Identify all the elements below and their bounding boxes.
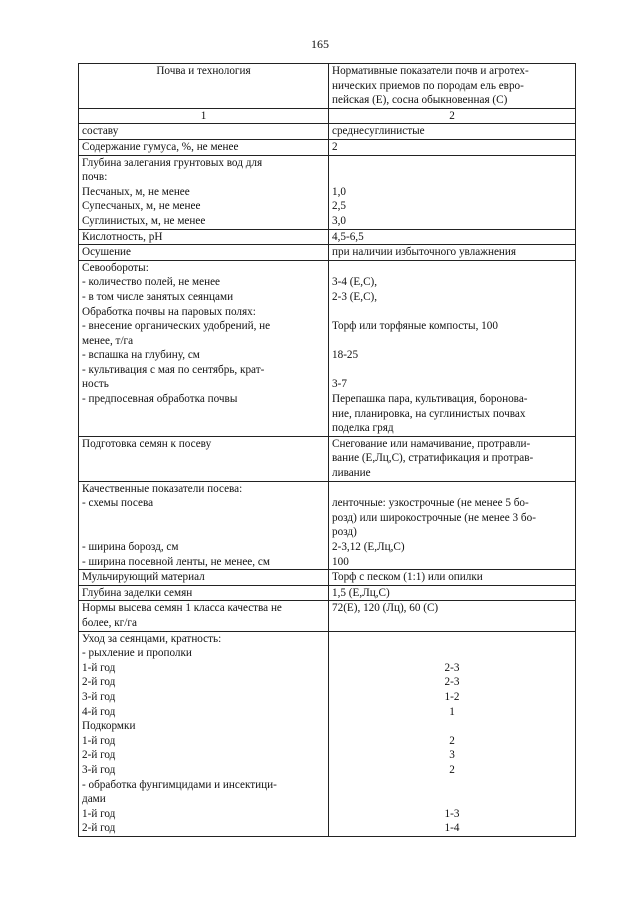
norms-table xyxy=(78,63,576,837)
row-label-line: 1-й год xyxy=(82,734,116,747)
row-value-line xyxy=(332,616,572,631)
row-value-line: 3-7 xyxy=(332,378,347,391)
page-number: 165 xyxy=(311,37,329,51)
row-label-line: Осушение xyxy=(82,246,132,259)
row-label-line: 3-й год xyxy=(82,690,116,703)
row-label-cell xyxy=(79,124,329,140)
row-value-line: 100 xyxy=(332,555,349,568)
header-col1: Почва и технология xyxy=(79,64,329,109)
table-row xyxy=(79,245,576,261)
row-label-line: ность xyxy=(82,378,109,391)
row-value-cell xyxy=(329,570,576,586)
row-label-cell xyxy=(79,631,329,836)
row-label-cell xyxy=(79,436,329,481)
row-value-line: 2 xyxy=(449,734,455,747)
row-value-line: 2,5 xyxy=(332,200,346,213)
row-value-cell xyxy=(329,229,576,245)
table-row xyxy=(79,481,576,570)
row-value-cell xyxy=(329,585,576,601)
row-value-cell xyxy=(329,436,576,481)
row-value-line: среднесуглинистые xyxy=(332,125,425,138)
row-value-cell xyxy=(329,481,576,570)
row-value-line: 18-25 xyxy=(332,349,359,362)
row-value-line xyxy=(332,261,572,276)
row-label-cell xyxy=(79,245,329,261)
row-label-line: - рыхление и прополки xyxy=(82,647,192,660)
row-label-cell xyxy=(79,229,329,245)
row-value-line xyxy=(332,170,572,185)
row-value-line: 1,5 (Е,Лц,С) xyxy=(332,586,390,599)
row-value-line: 2-3 xyxy=(444,661,460,674)
row-value-cell xyxy=(329,631,576,836)
row-value-cell xyxy=(329,155,576,229)
table-row xyxy=(79,570,576,586)
row-label-line: 2-й год xyxy=(82,822,116,835)
row-value-line: 4,5-6,5 xyxy=(332,230,364,243)
row-label-line: 3-й год xyxy=(82,763,116,776)
row-label-line: Качественные показатели посева: xyxy=(82,482,243,495)
header-col2-line: пейская (Е), сосна обыкновенная (С) xyxy=(332,94,508,107)
row-label-cell xyxy=(79,139,329,155)
row-label-line xyxy=(82,451,325,466)
row-value-line: 1-4 xyxy=(444,822,460,835)
header-col2-line: нических приемов по породам ель евро- xyxy=(332,79,524,92)
row-value-line: 1-2 xyxy=(444,690,460,703)
row-label-line: Содержание гумуса, %, не менее xyxy=(82,140,239,153)
row-label-line: Суглинистых, м, не менее xyxy=(82,214,206,227)
row-value-line: вание (Е,Лц,С), стратификация и протрав- xyxy=(332,452,534,465)
row-label-line: 2-й год xyxy=(82,676,116,689)
row-value-line: розд) или широкострочные (не менее 3 бо- xyxy=(332,511,536,524)
column-number-1: 1 xyxy=(79,108,329,124)
row-label-line: более, кг/га xyxy=(82,616,137,629)
column-number-row xyxy=(79,108,576,124)
row-label-line: - ширина борозд, см xyxy=(82,541,179,553)
row-label-line: 1-й год xyxy=(82,807,116,820)
row-label-line xyxy=(82,407,325,422)
row-label-line: Подкормки xyxy=(82,720,136,733)
row-label-line: Супесчаных, м, не менее xyxy=(82,200,201,213)
row-label-line: менее, т/га xyxy=(82,334,134,347)
row-value-line: при наличии избыточного увлажнения xyxy=(332,246,517,259)
row-label-cell xyxy=(79,481,329,570)
row-label-line: - ширина посевной ленты, не менее, см xyxy=(82,555,270,568)
row-value-line: 72(Е), 120 (Лц), 60 (С) xyxy=(332,602,439,615)
row-value-line: Торф или торфяные компосты, 100 xyxy=(332,320,498,333)
row-value-line: 3 xyxy=(449,749,455,762)
row-label-cell xyxy=(79,260,329,436)
row-value-line xyxy=(332,334,572,349)
row-value-line xyxy=(332,646,572,661)
row-label-line: почв: xyxy=(82,171,108,184)
table-header-row xyxy=(79,64,576,109)
row-label-line: Обработка почвы на паровых полях: xyxy=(82,305,256,318)
row-value-line xyxy=(332,719,572,734)
row-label-line xyxy=(82,466,325,481)
row-label-line xyxy=(82,525,325,540)
table-row xyxy=(79,260,576,436)
row-label-line: Мульчирующий материал xyxy=(82,571,205,584)
row-value-cell xyxy=(329,139,576,155)
row-value-line xyxy=(332,778,572,793)
row-label-line xyxy=(82,421,325,436)
row-value-line: поделка гряд xyxy=(332,422,394,435)
row-label-line: - обработка фунгимцидами и инсектици- xyxy=(82,778,277,791)
row-label-cell xyxy=(79,570,329,586)
row-label-line: Севообороты: xyxy=(82,261,149,274)
row-label-line: 4-й год xyxy=(82,705,116,718)
row-value-cell xyxy=(329,245,576,261)
row-value-cell xyxy=(329,124,576,140)
row-value-line: ливание xyxy=(332,467,371,480)
row-label-line: 1-й год xyxy=(82,661,116,674)
row-value-line xyxy=(332,632,572,647)
row-label-line: Кислотность, pH xyxy=(82,230,163,243)
row-label-line: Нормы высева семян 1 класса качества не xyxy=(82,602,282,615)
table-row xyxy=(79,124,576,140)
row-value-line xyxy=(332,363,572,378)
row-label-line: дами xyxy=(82,793,106,806)
row-label-line: 2-й год xyxy=(82,749,116,762)
row-label-cell xyxy=(79,155,329,229)
table-row xyxy=(79,436,576,481)
row-value-line: розд) xyxy=(332,526,357,539)
row-value-line xyxy=(332,792,572,807)
row-value-line: 1-3 xyxy=(444,807,460,820)
row-label-line: Глубина залегания грунтовых вод для xyxy=(82,156,263,169)
row-value-line: 3,0 xyxy=(332,214,346,227)
row-value-line: Перепашка пара, культивация, боронова- xyxy=(332,393,528,406)
row-label-line: - количество полей, не менее xyxy=(82,276,221,289)
row-value-line: 3-4 (Е,С), xyxy=(332,276,378,289)
row-value-line: Торф с песком (1:1) или опилки xyxy=(332,571,483,584)
row-label-line: составу xyxy=(82,125,119,138)
table-row xyxy=(79,585,576,601)
row-label-line: Подготовка семян к посеву xyxy=(82,437,212,450)
row-label-line: - вспашка на глубину, см xyxy=(82,349,200,362)
header-col2-line: Нормативные показатели почв и агротех- xyxy=(332,65,529,77)
table-row xyxy=(79,229,576,245)
row-label-line: - культивация с мая по сентябрь, крат- xyxy=(82,363,265,376)
row-label-line: Уход за сеянцами, кратность: xyxy=(82,632,222,645)
row-label-cell xyxy=(79,601,329,631)
row-value-line: Снегование или намачивание, протравли- xyxy=(332,437,531,450)
row-label-line: - внесение органических удобрений, не xyxy=(82,320,271,333)
row-value-cell xyxy=(329,260,576,436)
row-label-line: Песчаных, м, не менее xyxy=(82,185,190,198)
row-value-line xyxy=(332,156,572,171)
table-row xyxy=(79,139,576,155)
column-number-2: 2 xyxy=(329,108,576,124)
row-value-line: ленточные: узкострочные (не менее 5 бо- xyxy=(332,497,529,510)
row-label-line: - в том числе занятых сеянцами xyxy=(82,290,234,303)
row-value-cell xyxy=(329,601,576,631)
row-value-line: 2-3 (Е,С), xyxy=(332,290,378,303)
row-value-line: ние, планировка, на суглинистых почвах xyxy=(332,407,526,420)
row-label-line: Глубина заделки семян xyxy=(82,586,193,599)
row-value-line: 1,0 xyxy=(332,185,346,198)
header-col2 xyxy=(329,64,576,109)
row-label-line: - схемы посева xyxy=(82,497,154,510)
row-value-line xyxy=(332,482,572,497)
row-label-line: - предпосевная обработка почвы xyxy=(82,393,238,406)
row-value-line: 1 xyxy=(449,705,455,718)
row-value-line: 2 xyxy=(332,140,338,153)
row-value-line xyxy=(332,305,572,320)
table-row xyxy=(79,601,576,631)
row-label-cell xyxy=(79,585,329,601)
row-value-line: 2-3,12 (Е,Лц,С) xyxy=(332,541,405,553)
table-row xyxy=(79,155,576,229)
row-value-line: 2-3 xyxy=(444,676,460,689)
table-row xyxy=(79,631,576,836)
row-value-line: 2 xyxy=(449,763,455,776)
row-label-line xyxy=(82,511,325,526)
